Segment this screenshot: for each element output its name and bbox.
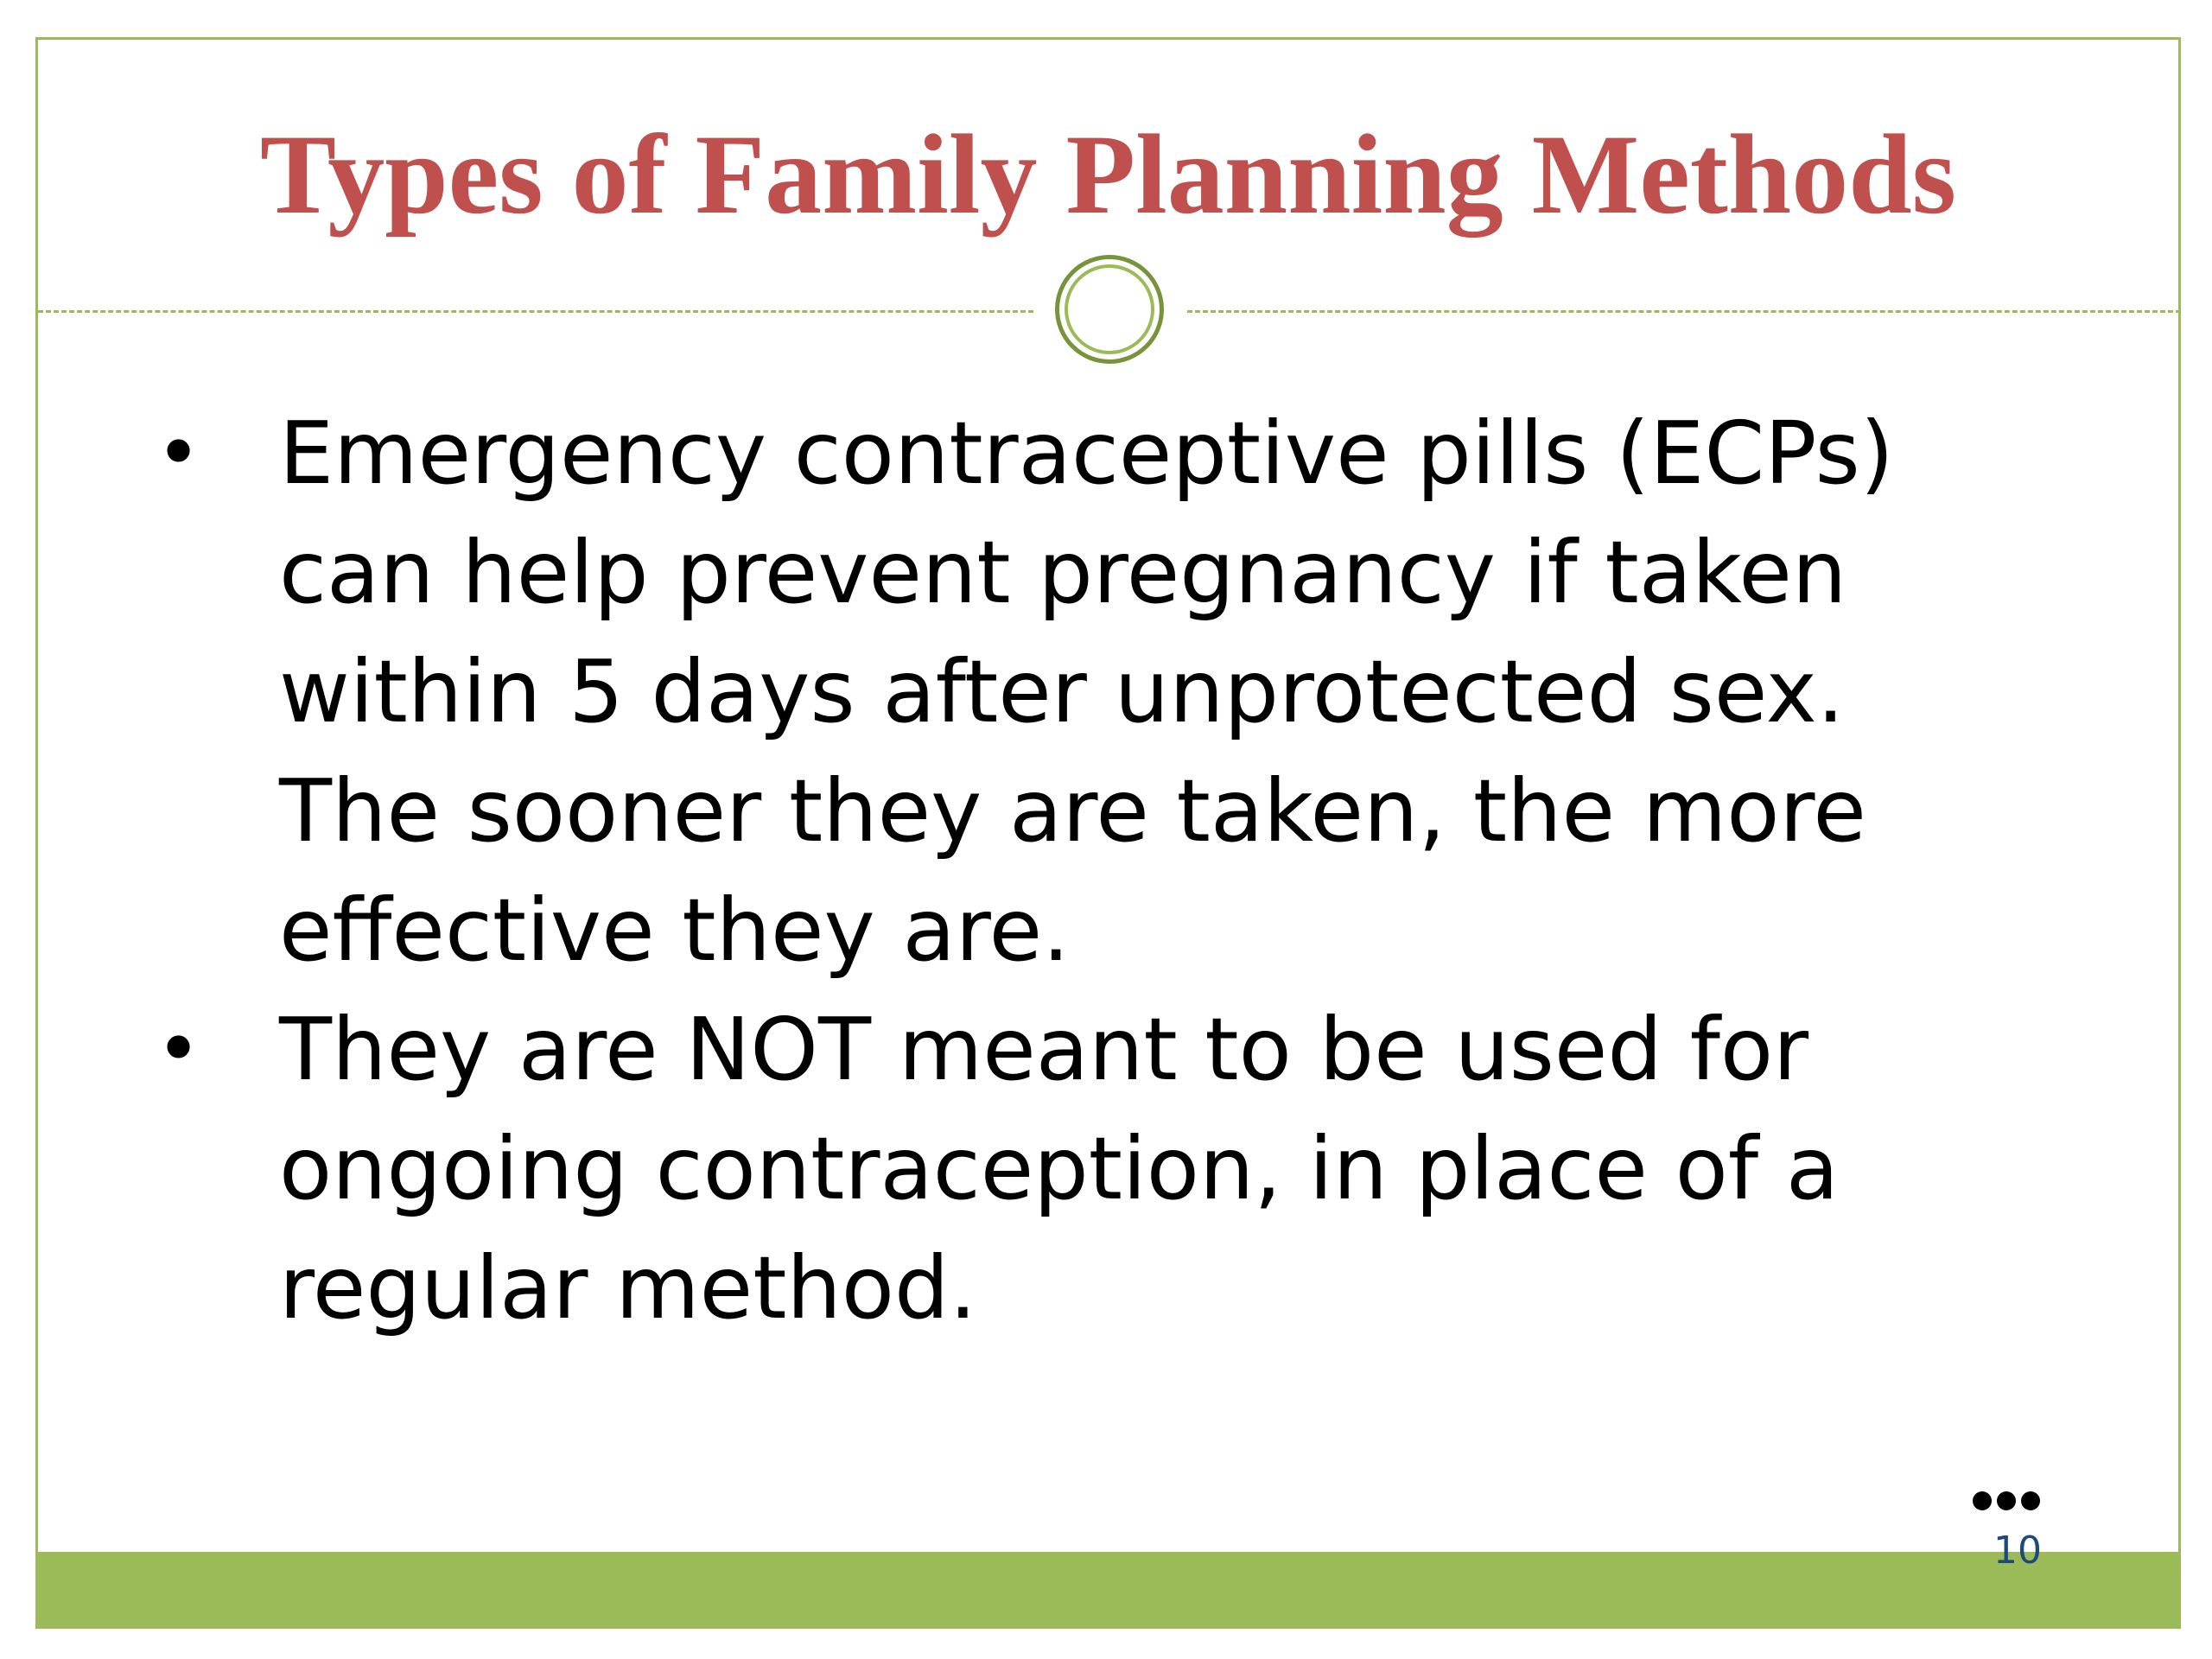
bullet-marker: • [156, 1004, 202, 1095]
dot [1973, 1491, 1992, 1510]
bullet-list [38, 394, 2178, 1348]
slide [35, 37, 2181, 1629]
slide-title: Types of Family Planning Methods [259, 111, 1957, 238]
page-number: 10 [1993, 1529, 2042, 1573]
bullet-item [38, 394, 1964, 990]
dot [2021, 1491, 2040, 1510]
title-divider-left [38, 310, 1033, 313]
bullet-text: They are NOT meant to be used for ongoing contraception, in place of a regular method. [279, 999, 1840, 1338]
footer-bar [38, 1552, 2178, 1626]
title-divider-right [1187, 310, 2181, 313]
double-ring-icon [1055, 255, 1164, 364]
ellipsis-icon [1973, 1491, 2040, 1510]
bullet-item [38, 990, 1964, 1348]
dot [1997, 1491, 2016, 1510]
bullet-marker: • [156, 408, 202, 499]
bullet-text: Emergency contraceptive pills (ECPs) can help prevent pregnancy if taken within 5 days after unprotected sex. The sooner they are taken, the more effective they are. [279, 403, 1894, 981]
